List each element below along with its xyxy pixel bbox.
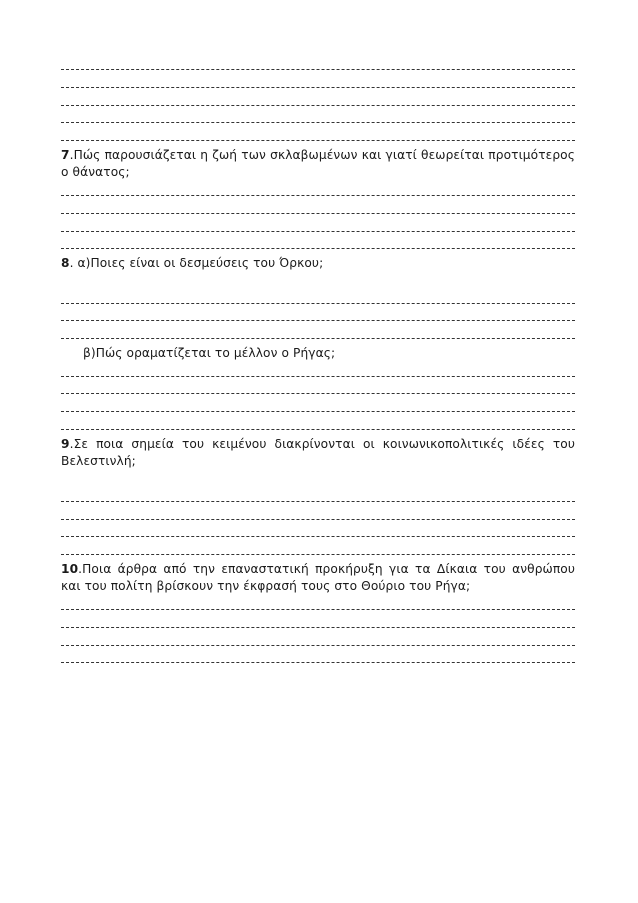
- answer-line[interactable]: [61, 219, 575, 237]
- question-10: [61, 561, 575, 596]
- answer-line[interactable]: [61, 507, 575, 525]
- answer-line[interactable]: [61, 308, 575, 326]
- answer-line[interactable]: [61, 75, 575, 93]
- question-text: β)Πώς οραματίζεται το μέλλον ο Ρήγας;: [83, 346, 336, 361]
- answer-line[interactable]: [61, 201, 575, 219]
- answer-line[interactable]: [61, 615, 575, 633]
- answer-line[interactable]: [61, 542, 575, 560]
- question-8b: [61, 345, 575, 363]
- worksheet-page: [61, 57, 575, 668]
- answer-line[interactable]: [61, 128, 575, 146]
- question-number: 7: [61, 147, 70, 162]
- question-text: .Πώς παρουσιάζεται η ζωή των σκλαβωμένων και γιατί θεωρείται προτιμότερος ο θάνατος;: [61, 147, 575, 180]
- question-text: .Σε ποια σημεία του κειμένου διακρίνονται οι κοινωνικοπολιτικές ιδέες του Βελεστινλή;: [61, 436, 575, 469]
- answer-line[interactable]: [61, 381, 575, 399]
- question-number: 9: [61, 436, 70, 451]
- answer-line[interactable]: [61, 326, 575, 344]
- answer-line[interactable]: [61, 399, 575, 417]
- answer-line[interactable]: [61, 57, 575, 75]
- spacer: [61, 472, 575, 489]
- question-text: .Ποια άρθρα από την επαναστατική προκήρυξη για τα Δίκαια του ανθρώπου και του πολίτη βρίσκουν την έκφρασή τους στο Θούριο του Ρήγα;: [61, 561, 575, 594]
- answer-line[interactable]: [61, 93, 575, 111]
- answer-line[interactable]: [61, 650, 575, 668]
- answer-line[interactable]: [61, 633, 575, 651]
- question-text: . α)Ποιες είναι οι δεσμεύσεις του Όρκου;: [69, 256, 324, 271]
- question-number: 8: [61, 256, 70, 271]
- question-9: [61, 436, 575, 471]
- answer-line[interactable]: [61, 524, 575, 542]
- answer-line[interactable]: [61, 489, 575, 507]
- answer-line[interactable]: [61, 364, 575, 382]
- answer-line[interactable]: [61, 597, 575, 615]
- spacer: [61, 274, 575, 291]
- question-7: [61, 147, 575, 182]
- question-8: [61, 255, 575, 273]
- answer-line[interactable]: [61, 183, 575, 201]
- answer-line[interactable]: [61, 236, 575, 254]
- answer-line[interactable]: [61, 110, 575, 128]
- answer-line[interactable]: [61, 417, 575, 435]
- question-number: 10: [61, 561, 79, 576]
- answer-line[interactable]: [61, 291, 575, 309]
